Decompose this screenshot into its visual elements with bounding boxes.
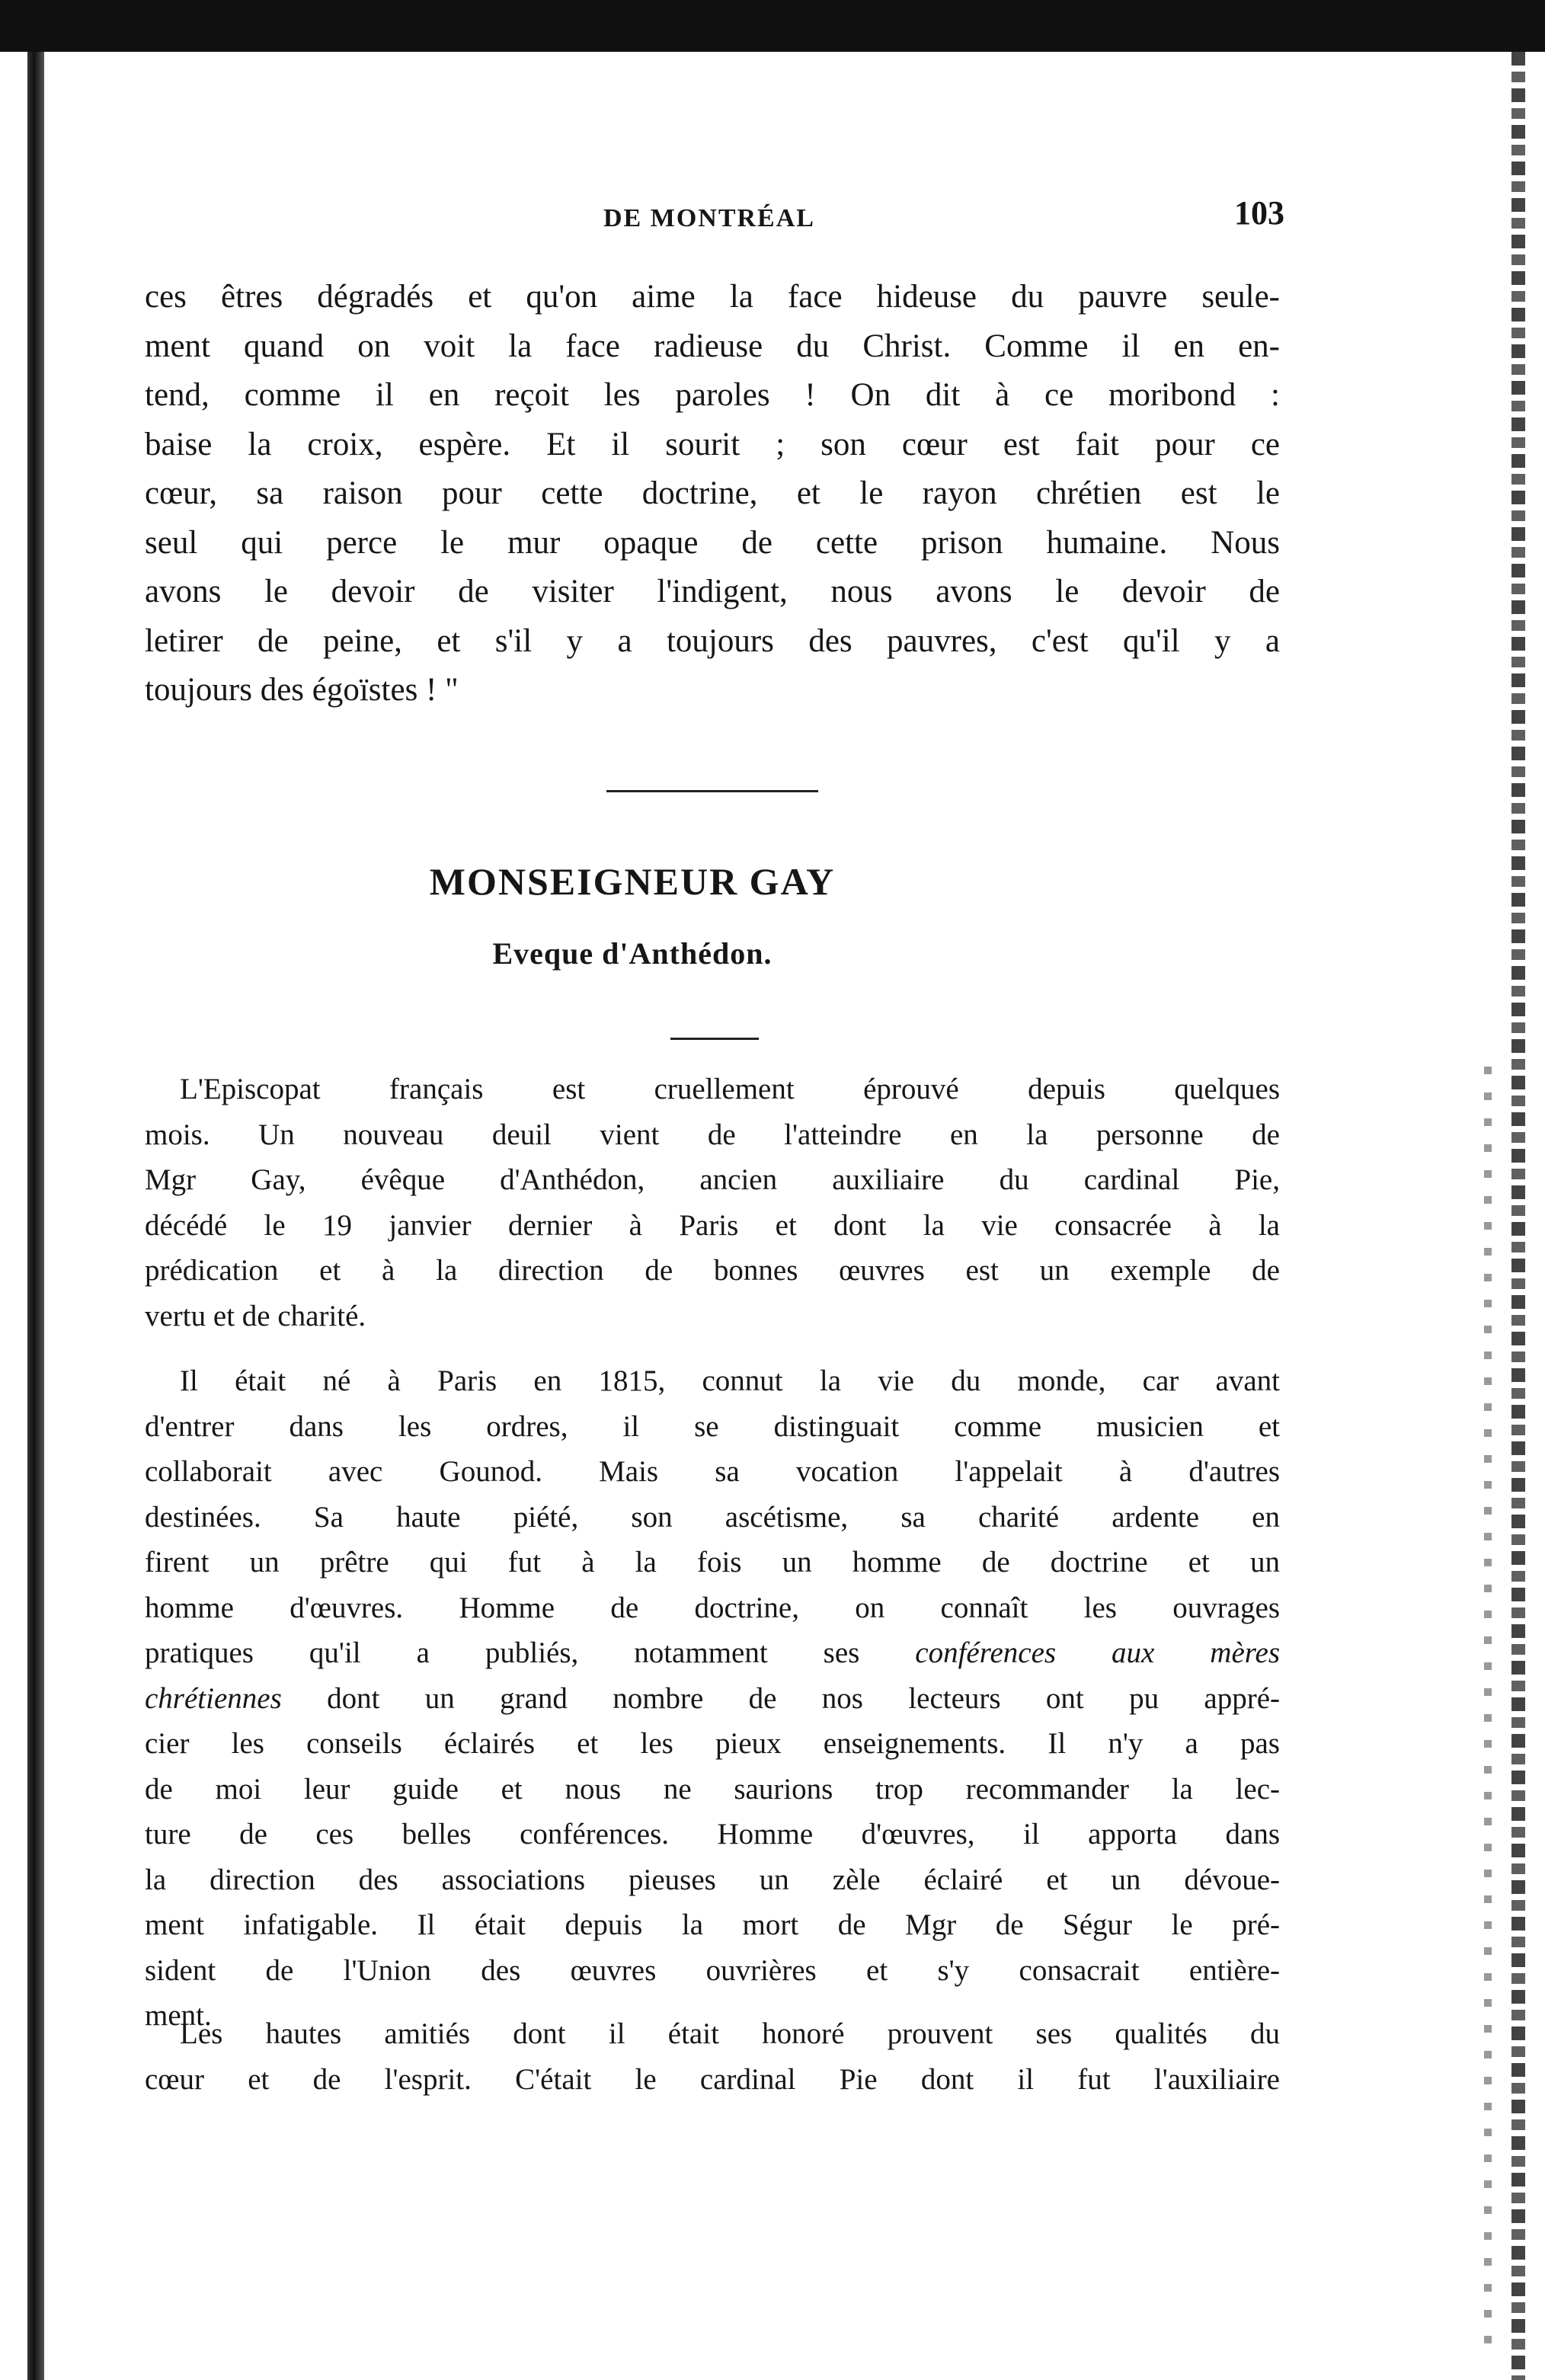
text-line: ment quand on voit la face radieuse du Christ. Comme il en en-	[145, 328, 1280, 364]
scan-top-border	[0, 0, 1545, 52]
paragraph-3	[145, 1358, 1280, 2039]
text-line: Les hautes amitiés dont il était honoré prouvent ses qualités du	[180, 2017, 1280, 2050]
paragraph-2	[145, 1067, 1280, 1339]
text-line: prédication et à la direction de bonnes œuvres est un exemple de	[145, 1254, 1280, 1287]
text-line: destinées. Sa haute piété, son ascétisme, sa charité ardente en	[145, 1500, 1280, 1534]
text-line: mois. Un nouveau deuil vient de l'atteindre en la personne de	[145, 1118, 1280, 1151]
section-subtitle: Eveque d'Anthédon.	[492, 936, 772, 971]
text-run: dont un grand nombre de nos lecteurs ont pu appré-	[327, 1681, 1280, 1715]
text-line: d'entrer dans les ordres, il se distinguait comme musicien et	[145, 1409, 1280, 1443]
text-line: Mgr Gay, évêque d'Anthédon, ancien auxiliaire du cardinal Pie,	[145, 1163, 1280, 1196]
section-divider	[606, 790, 818, 792]
scan-left-edge	[27, 52, 44, 2380]
text-line: de moi leur guide et nous ne saurions trop recommander la lec-	[145, 1772, 1280, 1806]
text-line: ment.	[145, 1999, 212, 2032]
italic-title: chrétiennes	[145, 1681, 282, 1715]
page-number: 103	[1234, 194, 1284, 232]
running-head: DE MONTRÉAL	[603, 204, 815, 232]
text-line: baise la croix, espère. Et il sourit ; son cœur est fait pour ce	[145, 426, 1280, 462]
text-line: toujours des égoïstes ! "	[145, 672, 459, 708]
paragraph-1	[145, 273, 1280, 715]
text-line: vertu et de charité.	[145, 1299, 366, 1332]
text-line: homme d'œuvres. Homme de doctrine, on connaît les ouvrages	[145, 1591, 1280, 1624]
text-line: cier les conseils éclairés et les pieux enseignements. Il n'y a pas	[145, 1727, 1280, 1760]
text-line: ture de ces belles conférences. Homme d'œuvres, il apporta dans	[145, 1818, 1280, 1851]
text-line: Il était né à Paris en 1815, connut la vie du monde, car avant	[180, 1364, 1280, 1397]
section-title: MONSEIGNEUR GAY	[429, 860, 836, 903]
text-line-with-italic	[145, 1630, 1280, 1676]
text-line: avons le devoir de visiter l'indigent, nous avons le devoir de	[145, 574, 1280, 609]
text-line: letirer de peine, et s'il y a toujours des pauvres, c'est qu'il y a	[145, 622, 1280, 659]
text-line: décédé le 19 janvier dernier à Paris et dont la vie consacrée à la	[145, 1208, 1280, 1242]
paragraph-4	[145, 2011, 1280, 2102]
text-line: la direction des associations pieuses un zèle éclairé et un dévoue-	[145, 1863, 1280, 1896]
text-line: seul qui perce le mur opaque de cette prison humaine. Nous	[145, 524, 1280, 561]
scan-right-noise	[1484, 1067, 1492, 2362]
heading-divider	[670, 1038, 759, 1040]
text-run: pratiques qu'il a publiés, notamment ses	[145, 1636, 860, 1669]
text-line: cœur, sa raison pour cette doctrine, et le rayon chrétien est le	[145, 475, 1280, 511]
text-line: collaborait avec Gounod. Mais sa vocation l'appelait à d'autres	[145, 1455, 1280, 1488]
italic-title: conférences aux mères	[915, 1636, 1281, 1669]
text-line: tend, comme il en reçoit les paroles ! On dit à ce moribond :	[145, 377, 1280, 413]
text-line: sident de l'Union des œuvres ouvrières et s'y consacrait entière-	[145, 1953, 1280, 1987]
text-line: cœur et de l'esprit. C'était le cardinal Pie dont il fut l'auxiliaire	[145, 2062, 1280, 2096]
text-line: firent un prêtre qui fut à la fois un homme de doctrine et un	[145, 1546, 1280, 1579]
text-line: ces êtres dégradés et qu'on aime la face hideuse du pauvre seule-	[145, 279, 1280, 315]
text-line: ment infatigable. Il était depuis la mort de Mgr de Ségur le pré-	[145, 1908, 1280, 1941]
text-line-with-italic	[145, 1676, 1280, 1722]
scan-right-edge	[1511, 52, 1525, 2380]
text-line: L'Episcopat français est cruellement éprouvé depuis quelques	[180, 1073, 1280, 1105]
